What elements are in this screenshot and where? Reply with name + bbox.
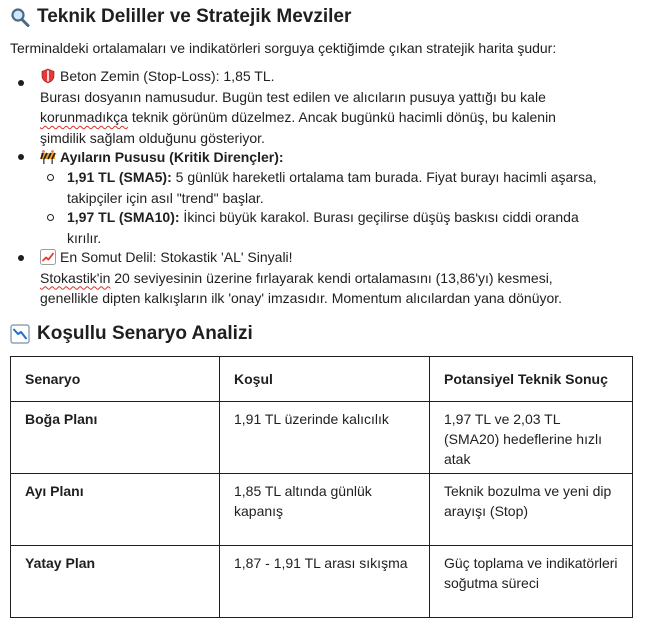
- item-body-line: genellikle dipten kalkışların ilk 'onay' imzasıdır. Momentum alıcılardan yana dönüyor.: [40, 290, 563, 306]
- chart-decreasing-icon: [10, 324, 30, 344]
- sub-item-label: 1,97 TL (SMA10):: [67, 209, 180, 225]
- item-heading: En Somut Delil: Stokastik 'AL' Sinyali!: [60, 249, 293, 265]
- condition-cell: 1,87 - 1,91 TL arası sıkışma: [220, 546, 430, 618]
- scenario-cell: Boğa Planı: [11, 402, 220, 474]
- table-row: [11, 546, 633, 618]
- intro-text: Terminaldeki ortalamaları ve indikatörleri sorguya çektiğimde çıkan stratejik harita şudur:: [10, 40, 557, 56]
- section-heading-technical: [10, 6, 351, 28]
- spellcheck-word: Stokastik'in: [40, 269, 111, 286]
- sub-item-text: takipçiler için asıl "trend" başlar.: [67, 189, 264, 206]
- section-title: Teknik Deliller ve Stratejik Mevziler: [37, 6, 352, 27]
- condition-cell: 1,91 TL üzerinde kalıcılık: [220, 402, 430, 474]
- item-body-line: Burası dosyanın namusudur. Bugün test edilen ve alıcıların pusuya yattığı bu kale: [40, 88, 546, 105]
- table-row: [11, 402, 633, 474]
- list-item: [40, 247, 562, 309]
- result-cell: 1,97 TL ve 2,03 TL (SMA20) hedeflerine hızlı atak: [430, 402, 633, 474]
- section-title: Koşullu Senaryo Analizi: [37, 323, 253, 344]
- magnifier-icon: [10, 7, 30, 27]
- column-header: Potansiyel Teknik Sonuç: [430, 357, 633, 402]
- list-bullet: [18, 255, 24, 261]
- sub-item-label: 1,91 TL (SMA5):: [67, 169, 172, 185]
- shield-icon: [40, 68, 56, 84]
- result-cell: Güç toplama ve indikatörleri soğutma süreci: [430, 546, 633, 618]
- sub-item-text: İkinci büyük karakol. Burası geçilirse düşüş baskısı ciddi oranda: [179, 209, 579, 225]
- list-item: [40, 147, 284, 168]
- column-header: Senaryo: [11, 357, 220, 402]
- chart-increasing-icon: [40, 249, 56, 265]
- construction-barrier-icon: [40, 149, 56, 165]
- item-body-line: şimdilik sağlam olduğunu gösteriyor.: [40, 129, 265, 146]
- sub-bullet: [47, 214, 54, 221]
- scenario-cell: Ayı Planı: [11, 474, 220, 546]
- spellcheck-word: korunmadıkça: [40, 109, 128, 125]
- scenario-table: [10, 356, 633, 618]
- result-cell: Teknik bozulma ve yeni dip arayışı (Stop): [430, 474, 633, 546]
- sub-list-item: [67, 207, 579, 248]
- table-row: [11, 474, 633, 546]
- scenario-cell: Yatay Plan: [11, 546, 220, 618]
- sub-item-text: kırılır.: [67, 229, 102, 246]
- sub-bullet: [47, 174, 54, 181]
- section-heading-scenario: [10, 323, 253, 345]
- sub-list-item: [67, 167, 597, 208]
- list-bullet: [18, 154, 24, 160]
- sub-item-text: 5 günlük hareketli ortalama tam burada. Fiyat burayı hacimli aşarsa,: [171, 169, 597, 185]
- list-bullet: [18, 80, 24, 86]
- item-body-line: 20 seviyesinin üzerine fırlayarak kendi ortalamasını (13,86'yı) kesmesi,: [110, 269, 553, 286]
- item-heading: Beton Zemin (Stop-Loss): 1,85 TL.: [60, 68, 275, 84]
- table-header-row: [11, 357, 633, 402]
- item-body-line: teknik görünüm düzelmez. Ancak bugünkü hacimli dönüş, bu kalenin: [131, 109, 556, 125]
- item-heading: Ayıların Pususu (Kritik Dirençler):: [60, 149, 284, 165]
- condition-cell: 1,85 TL altında günlük kapanış: [220, 474, 430, 546]
- column-header: Koşul: [220, 357, 430, 402]
- list-item: [40, 66, 556, 148]
